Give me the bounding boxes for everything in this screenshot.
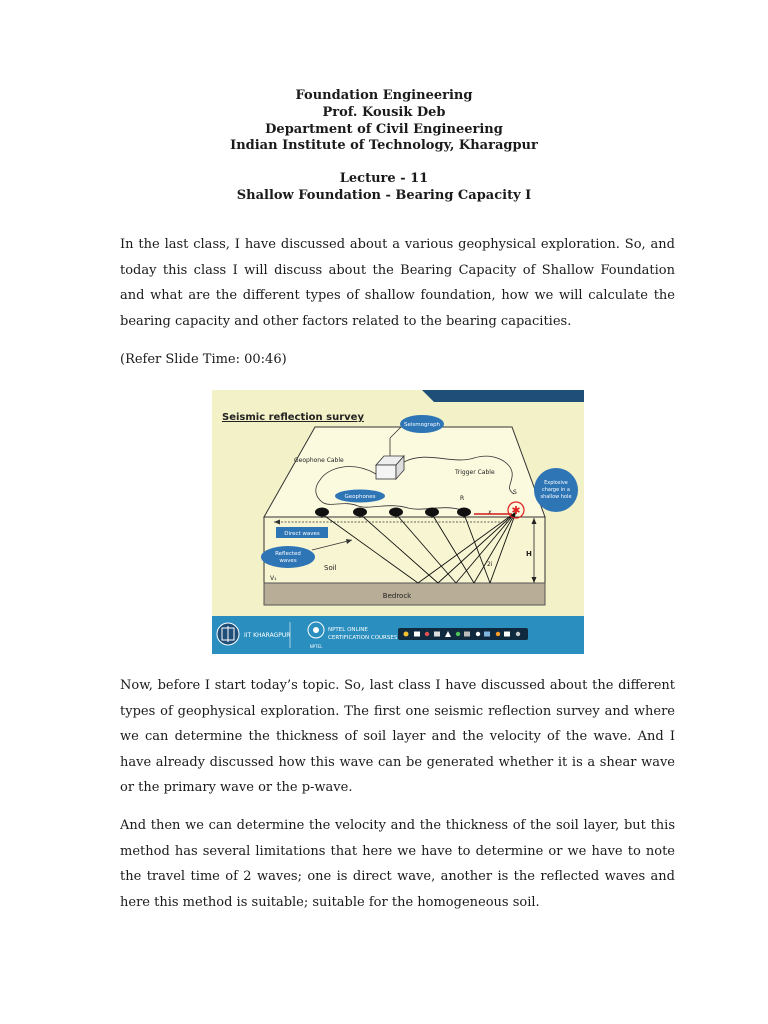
reflected-label-1: Reflected [275, 551, 301, 557]
explosive-label-1: Explosive [544, 480, 568, 486]
trigger-cable-label: Trigger Cable [455, 469, 495, 476]
highlighter-tool-icon [414, 632, 420, 637]
geophones-label: Geophones [344, 494, 376, 500]
document-header [0, 88, 768, 205]
marker-tool-icon [425, 632, 429, 636]
pointer-tool-icon [476, 632, 480, 636]
distance-label: x [488, 509, 492, 516]
slide-title: Seismic reflection survey [222, 412, 364, 423]
paragraph-intro: In the last class, I have discussed about a various geophysical exploration. So, and today this class I will discuss about the Bearing Capacity of Shallow Foundation and what are the different types of shallow foundation, how we will calculate the bearing capacity and other factors related to the bearing capacities. [120, 237, 675, 329]
angle-label: 2i [487, 561, 493, 568]
explosion-icon: ✱ [511, 504, 521, 517]
velocity-label: V₁ [270, 575, 277, 582]
explosive-label-3: shallow hole [540, 494, 572, 500]
footer-course-line2: CERTIFICATION COURSES [328, 635, 398, 641]
lecture-topic: Shallow Foundation - Bearing Capacity I [236, 187, 532, 203]
geophone-cable-label: Geophone Cable [294, 457, 344, 464]
lecture-slide-figure [212, 390, 584, 654]
course-title: Foundation Engineering [295, 88, 473, 103]
explosive-label-2: charge in a [541, 487, 571, 493]
footer-course-line1: NPTEL ONLINE [328, 627, 368, 633]
page-tool-icon [504, 632, 510, 637]
soil-label: Soil [324, 564, 337, 572]
footer-institute-label: IIT KHARAGPUR [244, 632, 291, 639]
thickness-label: H [526, 550, 532, 558]
slide-reference: (Refer Slide Time: 00:46) [120, 352, 287, 367]
reflected-label-2: waves [279, 558, 297, 564]
pen-tool-icon [404, 632, 409, 637]
undo-tool-icon [516, 632, 520, 636]
paragraph-recap: Now, before I start today’s topic. So, last class I have discussed about the different types of geophysical exploration. The first one seismic reflection survey and where we can determine the thickness of soil layer and the velocity of the wave. And I have already discussed how this wave can be generated whether it is a shear wave or the primary wave or the p-wave. [120, 678, 675, 795]
lecture-number: Lecture - 11 [339, 171, 429, 187]
source-label: S [513, 489, 517, 496]
paragraph-limitations: And then we can determine the velocity and the thickness of the soil layer, but this method has several limitations that here we have to determine or we have to note the travel time of 2 waves; one is direct wave, another is the reflected waves and here this method is suitable; suitable for the homogeneous soil. [120, 818, 675, 910]
iit-logo-icon [217, 623, 239, 645]
seismograph-box [376, 465, 396, 479]
reflected-waves-callout [261, 546, 315, 568]
institute-name: Indian Institute of Technology, Kharagpur [230, 138, 538, 154]
color-tool-icon [456, 632, 460, 636]
footer-nptel-small: NPTEL [309, 644, 323, 649]
eraser-tool-icon [434, 632, 440, 637]
department-name: Department of Civil Engineering [265, 121, 503, 137]
slide-accent-bar [422, 390, 584, 402]
text-tool-icon [464, 632, 470, 637]
direct-waves-label: Direct waves [284, 531, 320, 537]
seismograph-label: Seismograph [403, 422, 441, 428]
bedrock-label: Bedrock [382, 592, 412, 600]
laser-tool-icon [496, 632, 500, 636]
receiver-label: R [460, 495, 465, 502]
select-tool-icon [484, 632, 490, 637]
professor-name: Prof. Kousik Deb [322, 104, 446, 120]
